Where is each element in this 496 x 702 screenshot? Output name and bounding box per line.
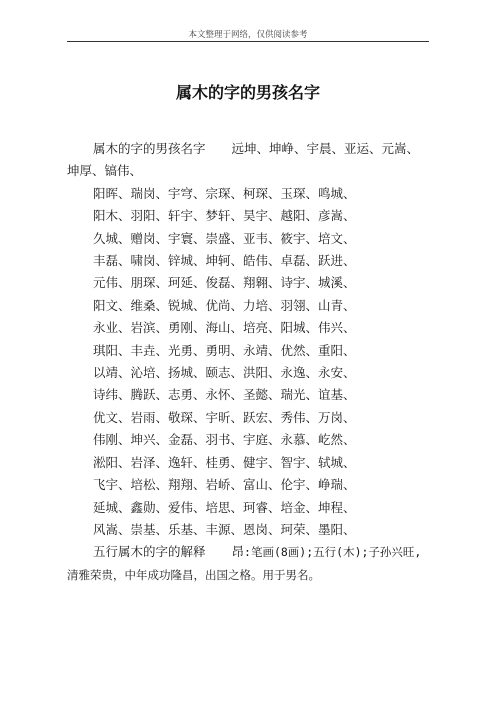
header-divider [67, 41, 429, 42]
name-line: 风嵩、崇基、乐基、丰源、恩岗、珂荣、墨阳、 [93, 521, 356, 537]
document-body [67, 138, 431, 586]
name-line: 久城、赠岗、宇寰、崇盛、亚韦、筱宇、培文、 [93, 230, 356, 246]
name-line: 阳文、维桑、锐城、优尚、力培、羽翎、山青、 [93, 297, 356, 313]
name-line: 阳木、羽阳、轩宇、梦轩、昊宇、越阳、彦嵩、 [93, 208, 356, 224]
name-line: 诗纬、腾跃、志勇、永怀、圣懿、瑞光、谊基、 [93, 387, 356, 403]
explain-detail: :笔画(8画);五行(木);子孙兴旺,清雅荣贵，中年成功隆昌，出国之格。用于男名。 [67, 545, 422, 582]
name-line: 阳晖、瑞岗、宇穹、宗琛、柯琛、玉琛、鸣城、 [93, 185, 356, 201]
name-line: 琪阳、丰垚、光勇、勇明、永靖、优然、重阳、 [93, 342, 356, 358]
explanation-paragraph [67, 541, 431, 586]
page-title: 属木的字的男孩名字 [175, 83, 320, 102]
name-line: 延城、鑫勋、爱伟、培思、珂睿、培金、坤程、 [93, 499, 356, 515]
header-note: 本文整理于网络，仅供阅读参考 [188, 30, 308, 40]
intro-paragraph [67, 138, 431, 183]
explain-char: 昂 [231, 544, 245, 560]
name-line: 元伟、朋琛、珂延、俊磊、翔翱、诗宇、城溪、 [93, 275, 356, 291]
intro-label: 属木的字的男孩名字 [93, 141, 206, 156]
name-list [67, 183, 431, 542]
intro-names: 远坤、坤峥、宇晨、亚运、元嵩、坤厚、镐伟、 [67, 141, 420, 179]
name-line: 飞宇、培松、翔翔、岩峤、富山、伦宇、峥瑞、 [93, 477, 356, 493]
name-line: 以靖、沁培、扬城、颐志、洪阳、永逸、永安、 [93, 365, 356, 381]
name-line: 伟刚、坤兴、金磊、羽书、宇庭、永慕、屹然、 [93, 432, 356, 448]
name-line: 永业、岩滨、勇刚、海山、培亮、阳城、伟兴、 [93, 320, 356, 336]
name-line: 优文、岩雨、敬琛、宇昕、跃宏、秀伟、万岗、 [93, 409, 356, 425]
name-line: 淞阳、岩泽、逸轩、桂勇、健宇、智宇、轼城、 [93, 454, 356, 470]
name-line: 丰磊、啸岗、锌城、坤轲、皓伟、卓磊、跃进、 [93, 253, 356, 269]
explain-label: 五行属木的字的解释 [93, 544, 206, 560]
